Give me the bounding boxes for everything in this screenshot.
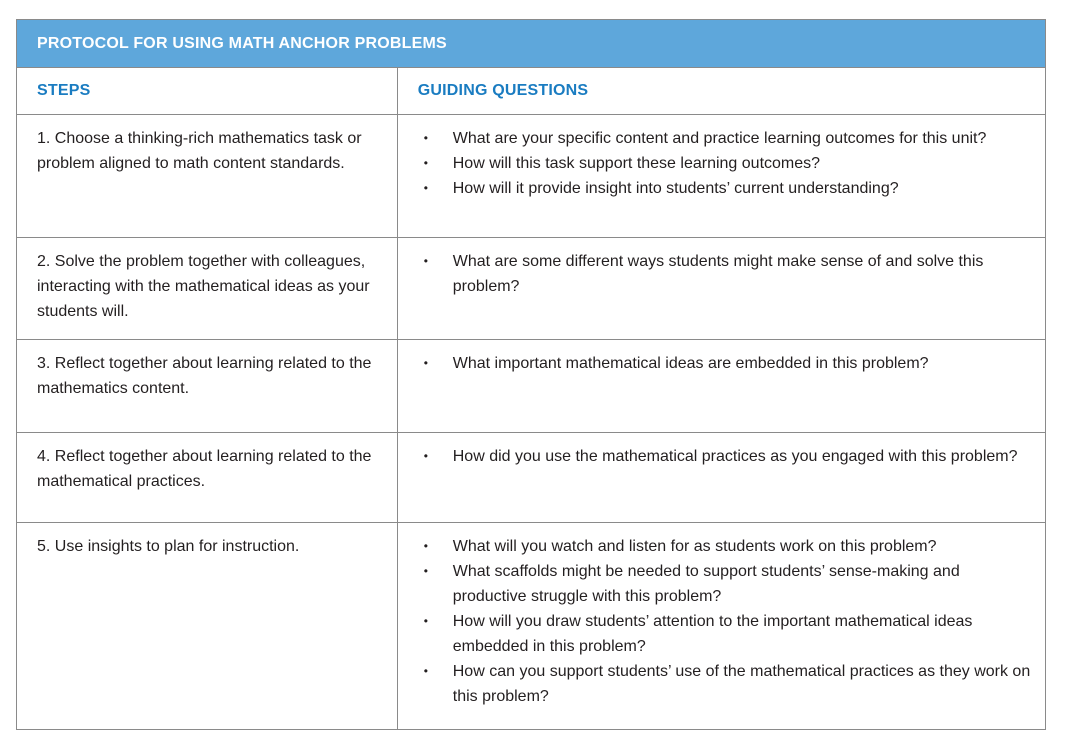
bullet-icon: • — [423, 254, 428, 268]
step-cell: 5. Use insights to plan for instruction. — [17, 523, 398, 730]
question-list — [420, 249, 1031, 299]
list-item — [420, 351, 1031, 376]
bullet-icon: • — [423, 449, 428, 463]
table-row — [17, 433, 1046, 523]
bullet-icon: • — [423, 614, 428, 628]
header-row — [17, 68, 1046, 115]
list-item — [420, 126, 1031, 151]
bullet-icon: • — [423, 181, 428, 195]
guiding-questions-cell — [397, 115, 1045, 238]
question-text: What are your specific content and practice learning outcomes for this unit? — [452, 130, 987, 147]
guiding-questions-cell — [397, 340, 1045, 433]
table-row — [17, 340, 1046, 433]
question-text: What are some different ways students might make sense of and solve this problem? — [452, 253, 984, 295]
bullet-icon: • — [423, 156, 428, 170]
list-item — [420, 534, 1031, 559]
table-row — [17, 523, 1046, 730]
bullet-icon: • — [423, 664, 428, 678]
list-item — [420, 249, 1031, 299]
list-item — [420, 659, 1031, 709]
question-text: What will you watch and listen for as students work on this problem? — [452, 538, 937, 555]
question-list — [420, 534, 1031, 709]
question-list — [420, 126, 1031, 201]
table-row — [17, 238, 1046, 340]
bullet-icon: • — [423, 539, 428, 553]
table-row — [17, 115, 1046, 238]
table-title: PROTOCOL FOR USING MATH ANCHOR PROBLEMS — [17, 20, 1046, 68]
bullet-icon: • — [423, 356, 428, 370]
question-text: How did you use the mathematical practices as you engaged with this problem? — [452, 448, 1018, 465]
list-item — [420, 176, 1031, 201]
bullet-icon: • — [423, 564, 428, 578]
list-item — [420, 559, 1031, 609]
guiding-questions-cell — [397, 238, 1045, 340]
question-list — [420, 351, 1031, 376]
steps-header: STEPS — [17, 68, 398, 115]
step-cell: 3. Reflect together about learning related to the mathematics content. — [17, 340, 398, 433]
question-list — [420, 444, 1031, 469]
title-row — [17, 20, 1046, 68]
step-cell: 2. Solve the problem together with colleagues, interacting with the mathematical ideas as your students will. — [17, 238, 398, 340]
step-cell: 4. Reflect together about learning related to the mathematical practices. — [17, 433, 398, 523]
guiding-questions-header: GUIDING QUESTIONS — [397, 68, 1045, 115]
step-cell: 1. Choose a thinking-rich mathematics task or problem aligned to math content standards. — [17, 115, 398, 238]
list-item — [420, 444, 1031, 469]
bullet-icon: • — [423, 131, 428, 145]
question-text: What important mathematical ideas are embedded in this problem? — [452, 355, 929, 372]
question-text: How will it provide insight into students’ current understanding? — [452, 180, 899, 197]
guiding-questions-cell — [397, 523, 1045, 730]
guiding-questions-cell — [397, 433, 1045, 523]
question-text: How will this task support these learning outcomes? — [452, 155, 821, 172]
question-text: What scaffolds might be needed to support students’ sense-making and productive struggle with this problem? — [452, 563, 960, 605]
list-item — [420, 151, 1031, 176]
protocol-table — [16, 19, 1046, 730]
question-text: How will you draw students’ attention to the important mathematical ideas embedded in this problem? — [452, 613, 973, 655]
list-item — [420, 609, 1031, 659]
question-text: How can you support students’ use of the mathematical practices as they work on this problem? — [452, 663, 1031, 705]
